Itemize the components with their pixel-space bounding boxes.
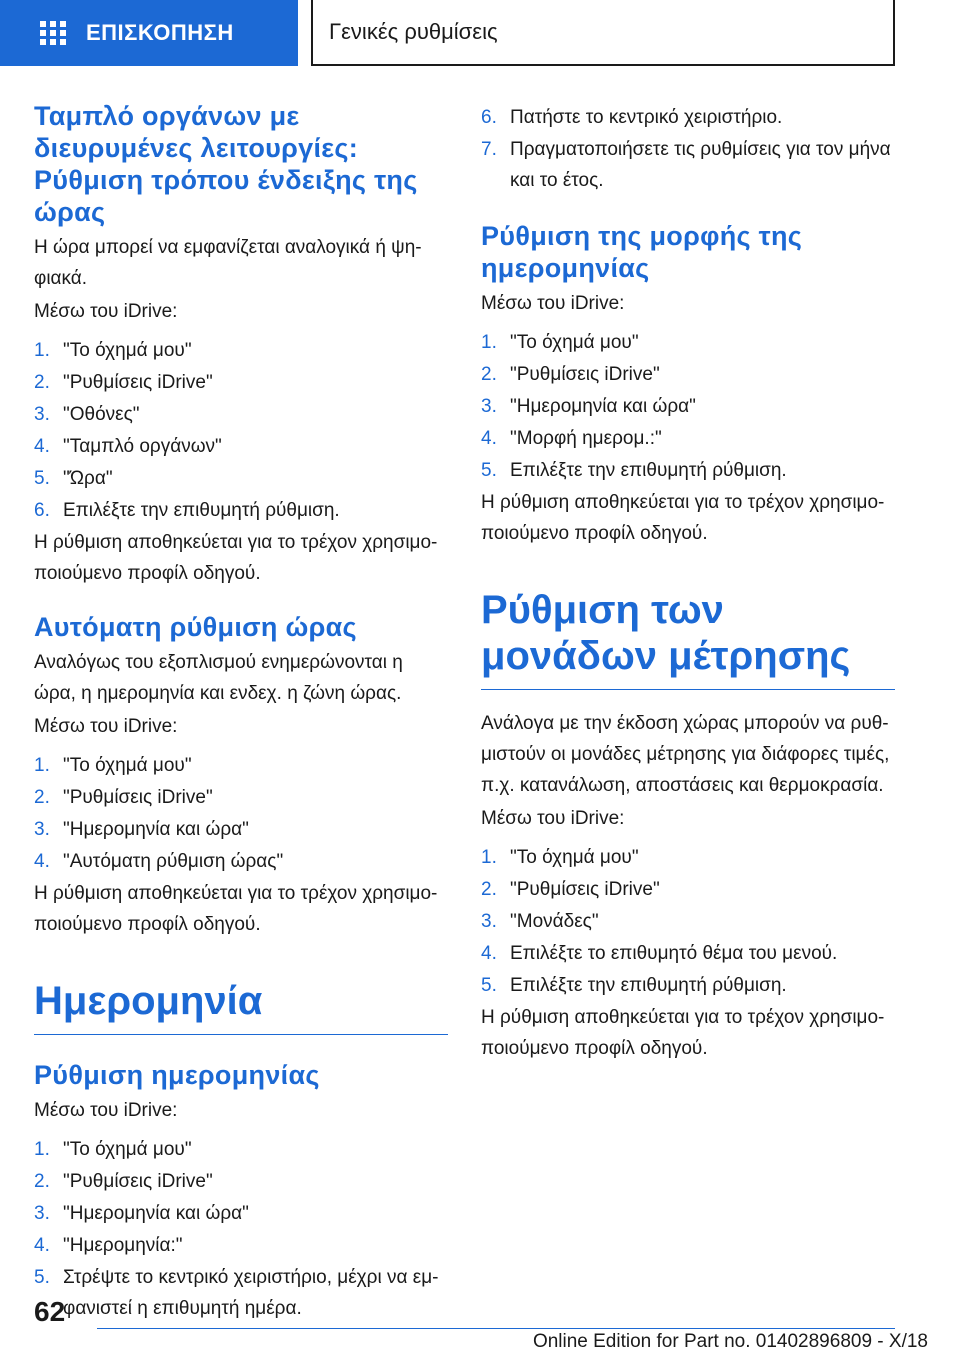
list-item: 2. "Ρυθμίσεις iDrive": [34, 787, 213, 808]
units-heading: Ρύθμιση των μονάδων μέτρησης: [481, 587, 895, 690]
auto-time-heading: Αυτόματη ρύθμιση ώρας: [34, 612, 357, 642]
time-mode-heading: Ταμπλό οργάνων με διευρυμένες λειτουργίες: Ρύθμιση τρόπου ένδειξης της ώρας: [34, 101, 418, 227]
grid-menu-icon: [40, 21, 66, 45]
page-header: [0, 0, 960, 66]
date-section-heading: Ημερομηνία: [34, 978, 448, 1035]
list-item: 3. "Ημερομηνία και ώρα": [34, 819, 249, 840]
list-item: 5. Επιλέξτε την επιθυμητή ρύθμιση.: [481, 975, 787, 996]
overview-tab-label: ΕΠΙΣΚΟΠΗΣΗ: [86, 20, 234, 45]
right-column: [481, 100, 895, 1064]
set-date-steps-continued: [481, 102, 895, 196]
time-mode-note: Η ρύθμιση αποθηκεύεται για το τρέχον χρησιμο-ποιούμενο προφίλ οδηγού.: [34, 532, 438, 584]
list-item: 3. "Ημερομηνία και ώρα": [34, 1203, 249, 1224]
list-item: 3. "Οθόνες": [34, 404, 140, 425]
units-via: Μέσω του iDrive:: [481, 808, 625, 829]
footer-edition-link[interactable]: Online Edition for Part no. 01402896809 - X/18: [532, 1331, 928, 1352]
list-item: 7. Πραγματοποιήσετε τις ρυθμίσεις για τον μήνα και το έτος.: [481, 139, 891, 191]
list-item: 4. "Ημερομηνία:": [34, 1235, 183, 1256]
list-item: 3. "Μονάδες": [481, 911, 599, 932]
list-item: 6. Πατήστε το κεντρικό χειριστήριο.: [481, 107, 783, 128]
auto-time-intro: Αναλόγως του εξοπλισμού ενημερώνονται η ώρα, η ημερομηνία και ενδεχ. η ζώνη ώρας.: [34, 652, 403, 704]
list-item: 4. "Μορφή ημερομ.:": [481, 428, 662, 449]
units-intro: Ανάλογα με την έκδοση χώρας μπορούν να ρυθ-μιστούν οι μονάδες μέτρησης για διάφορες τιμές, π.χ. κατανάλωση, αποστάσεις και θερμοκρασία.: [481, 713, 890, 796]
list-item: 4. "Αυτόματη ρύθμιση ώρας": [34, 851, 284, 872]
time-mode-via: Μέσω του iDrive:: [34, 301, 178, 322]
list-item: 4. "Ταμπλό οργάνων": [34, 436, 222, 457]
time-mode-steps: [34, 335, 448, 526]
overview-tab[interactable]: [0, 0, 298, 66]
footer-divider: [97, 1328, 895, 1329]
auto-time-note: Η ρύθμιση αποθηκεύεται για το τρέχον χρησιμο-ποιούμενο προφίλ οδηγού.: [34, 883, 438, 935]
list-item: 1. "Το όχημά μου": [34, 340, 192, 361]
set-date-via: Μέσω του iDrive:: [34, 1100, 178, 1121]
list-item: 5. "Ώρα": [34, 468, 113, 489]
list-item: 3. "Ημερομηνία και ώρα": [481, 396, 696, 417]
set-date-heading: Ρύθμιση ημερομηνίας: [34, 1060, 320, 1090]
units-note: Η ρύθμιση αποθηκεύεται για το τρέχον χρησιμο-ποιούμενο προφίλ οδηγού.: [481, 1007, 885, 1059]
section-title: Γενικές ρυθμίσεις: [329, 19, 498, 44]
list-item: 6. Επιλέξτε την επιθυμητή ρύθμιση.: [34, 500, 340, 521]
set-date-steps: [34, 1134, 448, 1324]
date-format-heading: Ρύθμιση της μορφής της ημερομηνίας: [481, 221, 803, 283]
section-title-tab[interactable]: [311, 0, 895, 66]
time-mode-intro: Η ώρα μπορεί να εμφανίζεται αναλογικά ή ψη-φιακά.: [34, 237, 422, 289]
list-item: 5. Επιλέξτε την επιθυμητή ρύθμιση.: [481, 460, 787, 481]
auto-time-via: Μέσω του iDrive:: [34, 716, 178, 737]
list-item: 1. "Το όχημά μου": [34, 1139, 192, 1160]
list-item: 2. "Ρυθμίσεις iDrive": [481, 879, 660, 900]
list-item: 2. "Ρυθμίσεις iDrive": [34, 372, 213, 393]
units-steps: [481, 842, 895, 1001]
list-item: 5. Στρέψτε το κεντρικό χειριστήριο, μέχρι να εμ-φανιστεί η επιθυμητή ημέρα.: [34, 1267, 439, 1319]
left-column: [34, 100, 448, 1325]
list-item: 1. "Το όχημά μου": [481, 332, 639, 353]
page-number: 62: [34, 1296, 66, 1327]
list-item: 2. "Ρυθμίσεις iDrive": [34, 1171, 213, 1192]
date-format-via: Μέσω του iDrive:: [481, 293, 625, 314]
date-format-steps: [481, 327, 895, 486]
list-item: 2. "Ρυθμίσεις iDrive": [481, 364, 660, 385]
list-item: 1. "Το όχημά μου": [481, 847, 639, 868]
auto-time-steps: [34, 750, 448, 877]
list-item: 4. Επιλέξτε το επιθυμητό θέμα του μενού.: [481, 943, 838, 964]
list-item: 1. "Το όχημά μου": [34, 755, 192, 776]
date-format-note: Η ρύθμιση αποθηκεύεται για το τρέχον χρησιμο-ποιούμενο προφίλ οδηγού.: [481, 492, 885, 544]
